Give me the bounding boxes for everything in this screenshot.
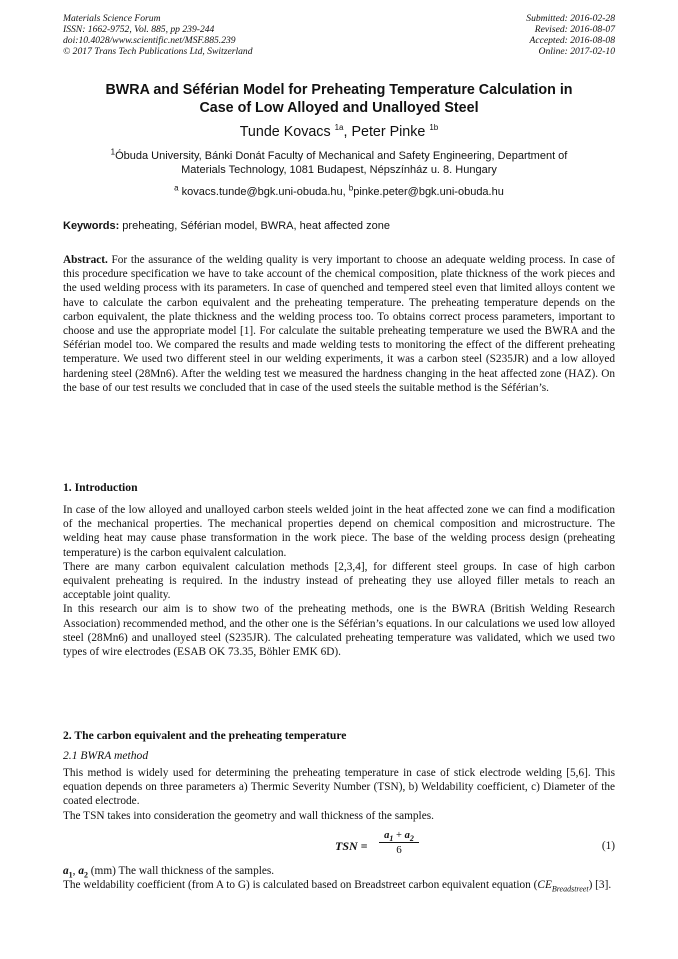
copyright-line: © 2017 Trans Tech Publications Ltd, Switzerland bbox=[63, 46, 253, 57]
abstract-text: For the assurance of the welding quality is very important to choose an adequate welding process. In case of this procedure specification we have to take account of the chemical composition, plate thickness of the work pieces and the used welding process with its parameters. In case of quenched and tempered steel even that limited alloys content we have to calculate the carbon equivalent and the preheating temperature. The preheating temperature depends on the carbon equivalent, the plate thickness and the welding process too. To obtains correct process parameters, important to choose and use the appropriate model [1]. For calculate the suitable preheating temperature we used the BWRA and the Séférian model too. We compared the results and made welding tests to monitoring the effect of the different preheating temperature. We used two different steel in our welding experiments, it was a carbon steel (S235JR) and a low alloyed hardening steel (28Mn6). After the welding test we measured the hardness changing in the heat affected zone (HAZ). On the base of our test results we concluded that in case of the used steels the suitable method is the Séférian’s. bbox=[63, 254, 615, 394]
equation-numerator bbox=[379, 830, 419, 844]
author-separator: , bbox=[343, 124, 352, 140]
section-1-heading: 1. Introduction bbox=[63, 481, 138, 494]
email-a[interactable]: kovacs.tunde@bgk.uni-obuda.hu bbox=[181, 186, 343, 198]
author-2-sup: 1b bbox=[429, 123, 439, 133]
author-1-sup: 1a bbox=[334, 123, 344, 133]
section-2-heading: 2. The carbon equivalent and the preheating temperature bbox=[63, 729, 347, 742]
section-1-paragraph-2: There are many carbon equivalent calculation methods [2,3,4], for different steel groups. In case of high carbon equivalent preheating is required. In the industry instead of preheating they use alloyed filler metals to reach an acceptable joint quality. bbox=[63, 560, 615, 602]
online-date: Online: 2017-02-10 bbox=[538, 46, 615, 57]
author-1-name: Tunde Kovacs bbox=[239, 124, 331, 140]
var-comma: , bbox=[72, 865, 79, 877]
email-a-sup: a bbox=[174, 183, 179, 193]
journal-info bbox=[63, 13, 253, 57]
weldability-text: The weldability coefficient (from A to G) is calculated based on Breadstreet carbon equivalent equation ( bbox=[63, 879, 538, 892]
keywords-text: preheating, Séférian model, BWRA, heat affected zone bbox=[119, 220, 390, 232]
revised-date: Revised: 2016-08-07 bbox=[534, 24, 615, 35]
section-1-body bbox=[63, 503, 615, 659]
affiliation-line-2: Materials Technology, 1081 Budapest, Népszínház u. 8. Hungary bbox=[181, 164, 497, 176]
section-2-1-paragraph-4 bbox=[63, 878, 615, 892]
submitted-date: Submitted: 2016-02-28 bbox=[526, 13, 615, 24]
subsection-2-1-heading: 2.1 BWRA method bbox=[63, 749, 149, 762]
eq-a2: a bbox=[404, 830, 410, 841]
accepted-date: Accepted: 2016-08-08 bbox=[529, 35, 615, 46]
emails bbox=[60, 183, 618, 198]
equation-equals: = bbox=[357, 839, 368, 853]
section-1-paragraph-3: In this research our aim is to show two of the preheating methods, one is the BWRA (British Welding Research Association) recommended method, and the other one is the Séférian’s equations. In our calculations we used low alloyed steel (28Mn6) and unalloyed steel (S235JR). The calculated preheating temperature was validated, which we used two types of wire electrodes (ESAB OK 73.35, Böhler EMK 6D). bbox=[63, 603, 615, 659]
equation-lhs: TSN bbox=[335, 839, 358, 853]
dates-info bbox=[526, 13, 615, 57]
paper-title bbox=[60, 81, 618, 117]
eq-a2-sub: 2 bbox=[409, 834, 414, 844]
abstract bbox=[63, 253, 615, 395]
var-a2-sub: 2 bbox=[83, 870, 88, 880]
affiliation-sup: 1 bbox=[110, 147, 116, 157]
equation-denominator: 6 bbox=[396, 844, 402, 856]
author-2-name: Peter Pinke bbox=[351, 124, 426, 140]
ce-subscript: Breadstreet bbox=[551, 884, 589, 894]
keywords bbox=[63, 220, 615, 232]
var-a1-sub: 1 bbox=[68, 870, 73, 880]
eq-a1: a bbox=[384, 830, 390, 841]
section-2-1-paragraph-3 bbox=[63, 864, 615, 878]
email-separator: , bbox=[342, 186, 349, 198]
keywords-label: Keywords: bbox=[63, 220, 120, 232]
email-b-sup: b bbox=[348, 183, 354, 193]
section-2-1-body-continued bbox=[63, 864, 615, 892]
email-b[interactable]: pinke.peter@bgk.uni-obuda.hu bbox=[353, 186, 504, 198]
equation-1 bbox=[63, 828, 615, 864]
affiliation bbox=[70, 149, 608, 177]
title-line-2: Case of Low Alloyed and Unalloyed Steel bbox=[199, 100, 479, 116]
section-1-paragraph-1: In case of the low alloyed and unalloyed carbon steels welded joint in the heat affected zone we can find a modification of the mechanical properties. The mechanical properties depend on chemical composition and microstructure. The welding heat may cause phase transformation in the work piece. The base of the welding process design (preheating temperature) is the carbon equivalent calculation. bbox=[63, 504, 615, 559]
issn-line: ISSN: 1662-9752, Vol. 885, pp 239-244 bbox=[63, 24, 215, 35]
doi-line: doi:10.4028/www.scientific.net/MSF.885.239 bbox=[63, 35, 236, 46]
eq-a1-sub: 1 bbox=[389, 834, 394, 844]
section-2-1-paragraph-1: This method is widely used for determining the preheating temperature in case of stick electrode welding [5,6]. This equation depends on three parameters a) Thermic Severity Number (TSN), b) Weldability coefficient, c) Diameter of the coated electrode. bbox=[63, 767, 615, 808]
section-2-1-body bbox=[63, 766, 615, 823]
abstract-label: Abstract. bbox=[63, 254, 108, 266]
journal-name: Materials Science Forum bbox=[63, 13, 161, 24]
equation-number: (1) bbox=[601, 840, 615, 852]
eq-plus: + bbox=[393, 830, 405, 841]
affiliation-line-1: Óbuda University, Bánki Donát Faculty of Mechanical and Safety Engineering, Department of bbox=[115, 150, 568, 162]
weldability-ref: ) [3]. bbox=[588, 879, 612, 892]
var-a1: a bbox=[63, 865, 69, 877]
var-a2: a bbox=[78, 865, 84, 877]
ce-symbol: CE bbox=[537, 879, 552, 892]
equation-fraction bbox=[379, 830, 419, 856]
authors bbox=[60, 124, 618, 140]
section-2-1-paragraph-2: The TSN takes into consideration the geometry and wall thickness of the samples. bbox=[63, 809, 434, 822]
title-line-1: BWRA and Séférian Model for Preheating Temperature Calculation in bbox=[105, 82, 573, 98]
var-description: (mm) The wall thickness of the samples. bbox=[87, 865, 275, 877]
